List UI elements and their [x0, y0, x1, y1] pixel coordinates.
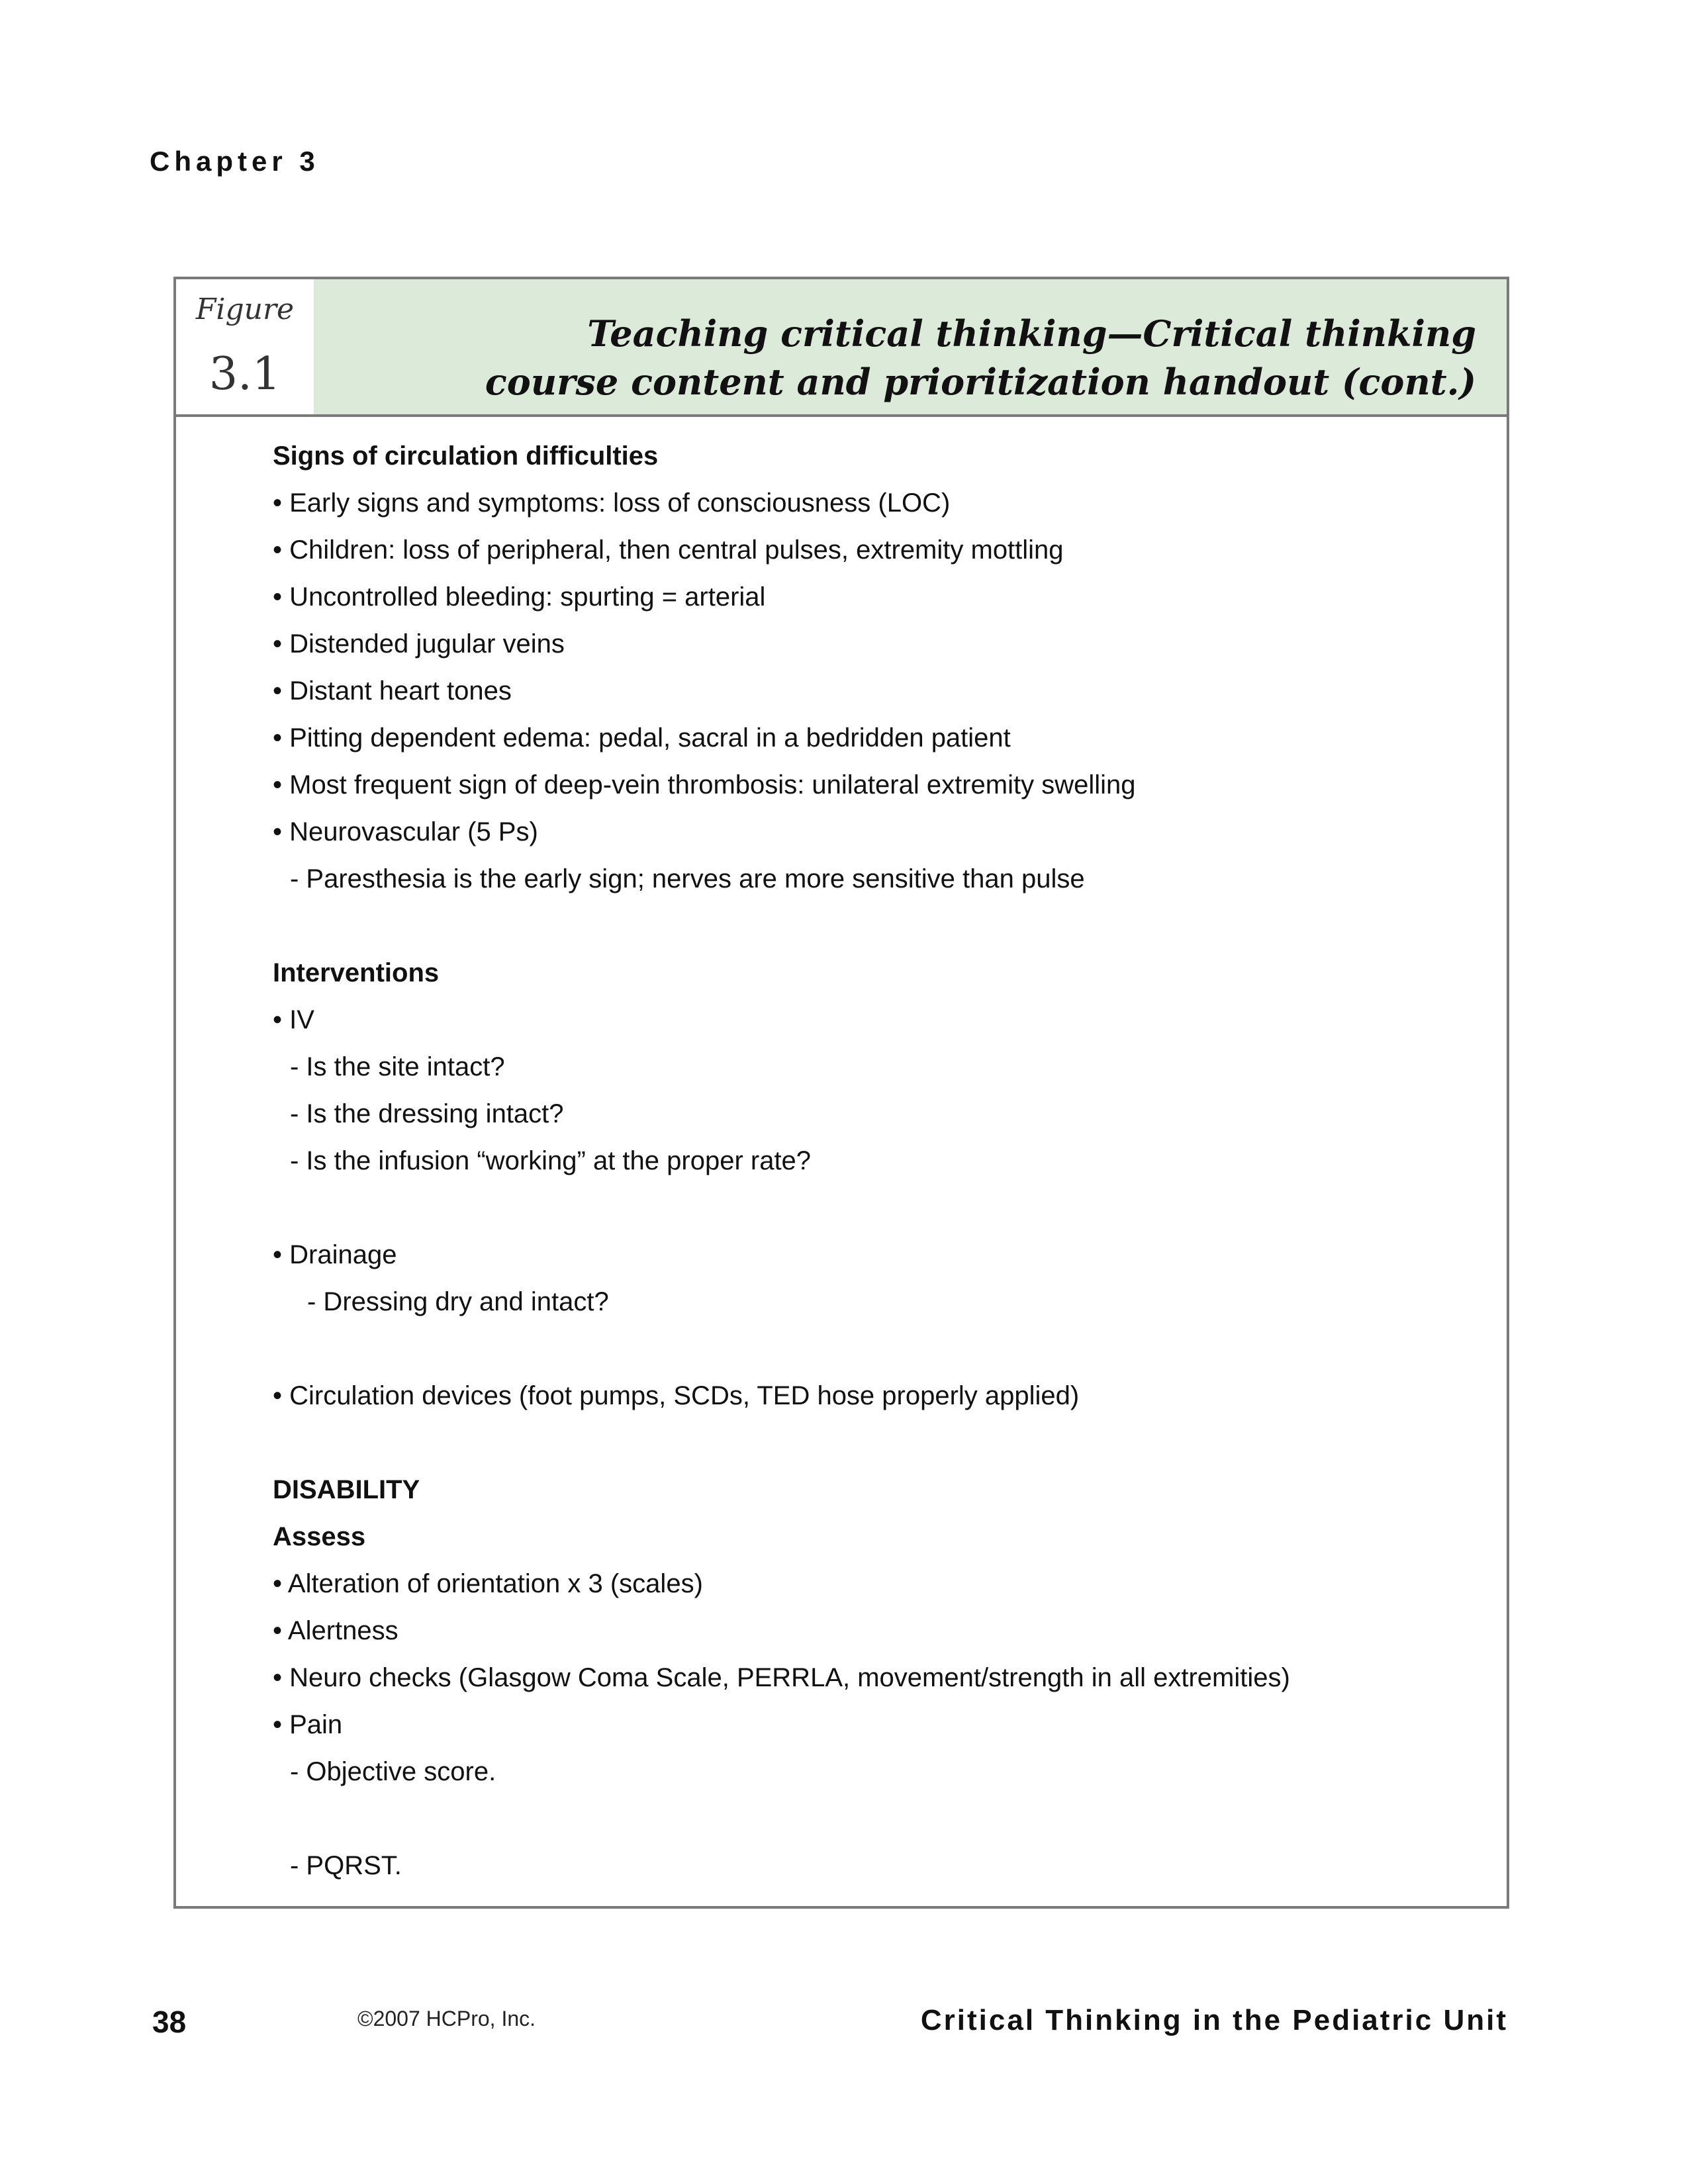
book-title: Critical Thinking in the Pediatric Unit: [920, 2004, 1508, 2036]
figure-title-line-2: course content and prioritization handout (cont.): [485, 361, 1476, 403]
sub-list-item: - Is the site intact?: [290, 1052, 505, 1081]
section-heading-disability: DISABILITY: [273, 1475, 420, 1504]
sub-list-item: - Paresthesia is the early sign; nerves are more sensitive than pulse: [290, 864, 1085, 893]
figure-label: [176, 279, 314, 414]
figure-number: 3.1: [209, 348, 281, 400]
spacer: [273, 1796, 1477, 1843]
page-number: 38: [152, 2005, 187, 2039]
spacer: [273, 1326, 1477, 1373]
list-item: • Early signs and symptoms: loss of consciousness (LOC): [273, 488, 951, 518]
spacer: [273, 1185, 1477, 1232]
sub-list-item: - Is the infusion “working” at the proper rate?: [290, 1146, 812, 1175]
figure-content: [273, 433, 1477, 1889]
section-heading-interventions: Interventions: [273, 958, 440, 987]
list-item: • Distended jugular veins: [273, 629, 565, 659]
list-item: • Pain: [273, 1710, 343, 1739]
figure-box: [173, 277, 1509, 1909]
sub-list-item: - Is the dressing intact?: [290, 1099, 564, 1128]
list-item: • Neurovascular (5 Ps): [273, 817, 538, 846]
section-subheading-assess: Assess: [273, 1522, 366, 1551]
list-item: • Most frequent sign of deep-vein thrombosis: unilateral extremity swelling: [273, 770, 1136, 799]
figure-header: [176, 279, 1507, 417]
spacer: [273, 903, 1477, 950]
figure-word: Figure: [195, 293, 295, 326]
list-item: • Drainage: [273, 1240, 397, 1269]
list-item: • IV: [273, 1005, 314, 1034]
sub-list-item: - PQRST.: [290, 1851, 402, 1880]
figure-title-line-1: Teaching critical thinking—Critical thinking: [587, 312, 1476, 355]
list-item: • Distant heart tones: [273, 676, 512, 705]
sub-list-item: - Objective score.: [290, 1757, 496, 1786]
list-item: • Alertness: [273, 1616, 399, 1645]
sub-list-item: - Dressing dry and intact?: [307, 1287, 609, 1316]
list-item: • Pitting dependent edema: pedal, sacral in a bedridden patient: [273, 723, 1011, 752]
list-item: • Alteration of orientation x 3 (scales): [273, 1569, 703, 1598]
copyright-notice: ©2007 HCPro, Inc.: [357, 2007, 536, 2030]
figure-title: [351, 310, 1476, 406]
list-item: • Circulation devices (foot pumps, SCDs, TED hose properly applied): [273, 1381, 1080, 1410]
spacer: [273, 1420, 1477, 1467]
section-heading-circulation: Signs of circulation difficulties: [273, 441, 659, 471]
list-item: • Neuro checks (Glasgow Coma Scale, PERRLA, movement/strength in all extremities): [273, 1663, 1290, 1692]
chapter-heading: Chapter 3: [150, 146, 320, 177]
list-item: • Uncontrolled bleeding: spurting = arterial: [273, 582, 766, 612]
list-item: • Children: loss of peripheral, then central pulses, extremity mottling: [273, 535, 1064, 565]
figure-title-banner: [314, 279, 1507, 414]
